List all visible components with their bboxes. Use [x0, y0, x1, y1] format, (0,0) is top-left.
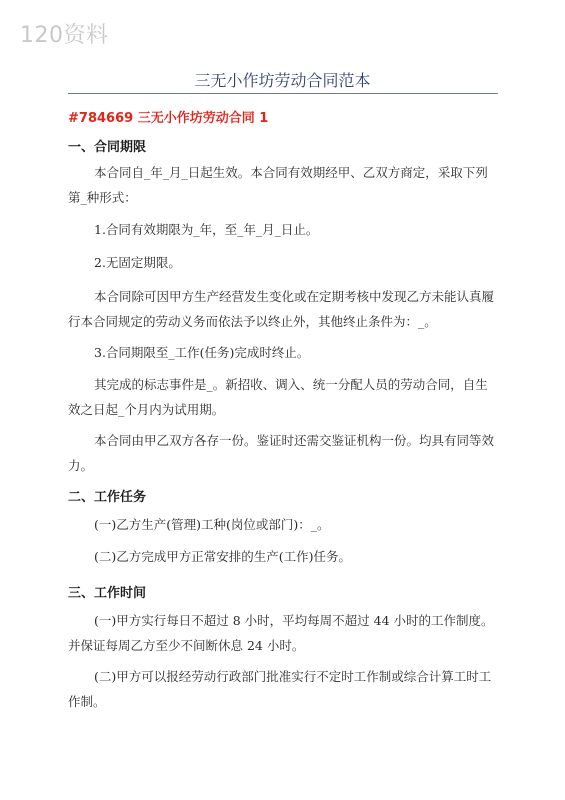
- paragraph: 本合同由甲乙双方各存一份。鉴证时还需交鉴证机构一份。均具有同等效力。: [68, 433, 495, 473]
- paragraph: (一)甲方实行每日不超过 8 小时，平均每周不超过 44 小时的工作制度。并保证每周乙方至少不间断休息 24 小时。: [68, 613, 494, 653]
- document-subtitle: #784669 三无小作坊劳动合同 1: [68, 111, 269, 126]
- title-divider: [68, 93, 498, 94]
- paragraph: 本合同自_年_月_日起生效。本合同有效期经甲、乙双方商定，采取下列第_种形式：: [68, 165, 488, 205]
- section-heading-term: 一、合同期限: [68, 140, 147, 155]
- document-title: 三无小作坊劳动合同范本: [194, 71, 371, 90]
- paragraph: (二)乙方完成甲方正常安排的生产(工作)任务。: [94, 549, 352, 564]
- section-heading-hours: 三、工作时间: [68, 586, 147, 601]
- paragraph: 其完成的标志事件是_。新招收、调入、统一分配人员的劳动合同，自生效之日起_个月内为试用期。: [68, 377, 488, 417]
- paragraph: (一)乙方生产(管理)工种(岗位或部门)：_。: [94, 517, 330, 532]
- paragraph: (二)甲方可以报经劳动行政部门批准实行不定时工作制或综合计算工时工作制。: [68, 669, 492, 709]
- paragraph: 3.合同期限至_工作(任务)完成时终止。: [94, 345, 310, 360]
- watermark-logo: 120资料: [20, 23, 109, 48]
- paragraph: 1.合同有效期限为_年，至_年_月_日止。: [94, 222, 319, 237]
- section-heading-tasks: 二、工作任务: [68, 490, 147, 505]
- paragraph: 本合同除可因甲方生产经营发生变化或在定期考核中发现乙方未能认真履行本合同规定的劳动义务而依法予以终止外，其他终止条件为：_。: [68, 289, 495, 329]
- paragraph: 2.无固定期限。: [94, 255, 181, 270]
